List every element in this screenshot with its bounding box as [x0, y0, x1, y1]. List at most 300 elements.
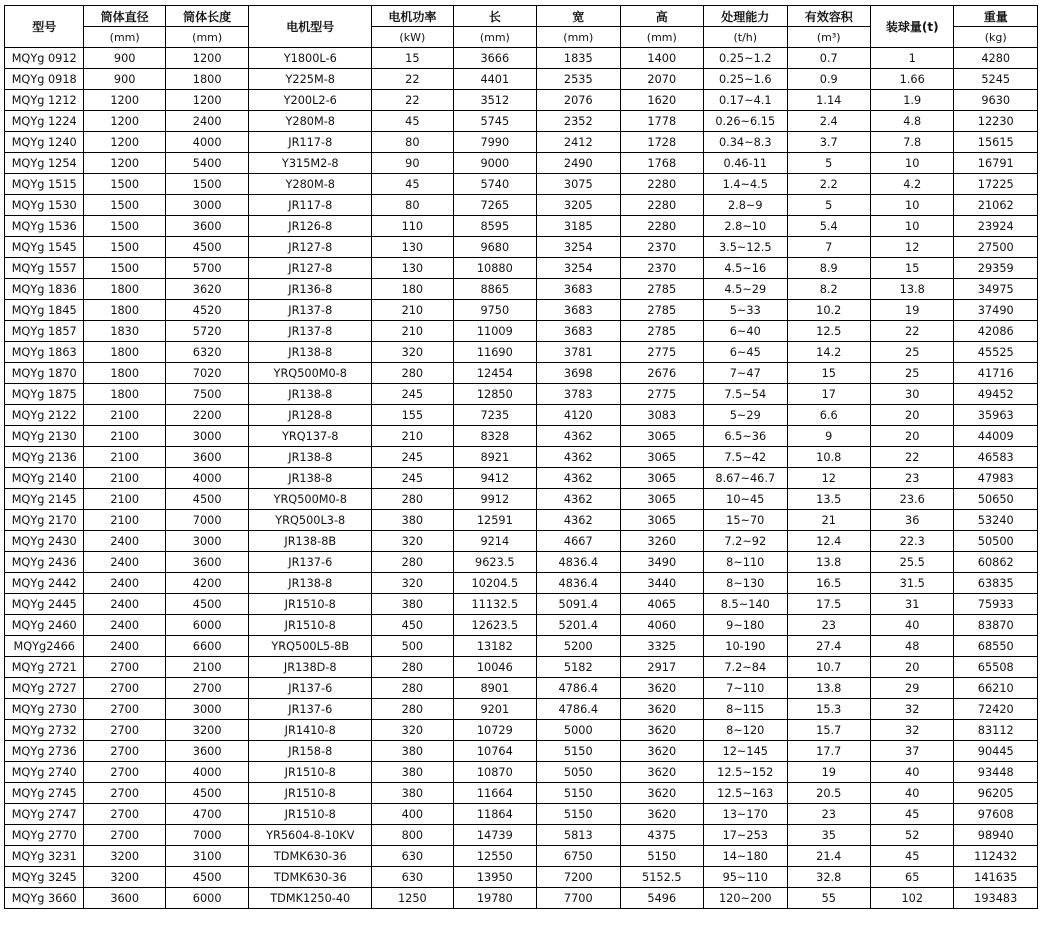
cell-w: 5000: [537, 720, 620, 741]
cell-volume: 17.7: [787, 741, 870, 762]
cell-diameter: 2400: [84, 594, 165, 615]
cell-h: 1778: [620, 111, 703, 132]
cell-model: MQYg 1254: [5, 153, 84, 174]
cell-h: 5152.5: [620, 867, 703, 888]
cell-length: 1800: [165, 69, 248, 90]
cell-h: 2070: [620, 69, 703, 90]
cell-volume: 12: [787, 468, 870, 489]
cell-volume: 0.7: [787, 48, 870, 69]
cell-weight: 93448: [954, 762, 1038, 783]
cell-capacity: 8~115: [704, 699, 787, 720]
cell-model: MQYg 1870: [5, 363, 84, 384]
cell-weight: 53240: [954, 510, 1038, 531]
cell-weight: 68550: [954, 636, 1038, 657]
cell-diameter: 2100: [84, 405, 165, 426]
cell-capacity: 95~110: [704, 867, 787, 888]
cell-length: 3000: [165, 531, 248, 552]
cell-motor: JR138-8: [249, 573, 372, 594]
cell-ball-load: 40: [871, 615, 954, 636]
cell-power: 130: [372, 258, 453, 279]
cell-weight: 37490: [954, 300, 1038, 321]
cell-ball-load: 29: [871, 678, 954, 699]
cell-diameter: 2400: [84, 636, 165, 657]
cell-power: 130: [372, 237, 453, 258]
table-row: [5, 825, 1038, 846]
cell-model: MQYg2466: [5, 636, 84, 657]
cell-diameter: 3200: [84, 867, 165, 888]
cell-w: 3075: [537, 174, 620, 195]
cell-model: MQYg 1545: [5, 237, 84, 258]
cell-weight: 41716: [954, 363, 1038, 384]
cell-motor: JR136-8: [249, 279, 372, 300]
cell-motor: JR1510-8: [249, 615, 372, 636]
cell-motor: JR137-8: [249, 321, 372, 342]
cell-power: 280: [372, 552, 453, 573]
cell-capacity: 0.25~1.6: [704, 69, 787, 90]
cell-length: 7500: [165, 384, 248, 405]
cell-capacity: 8.67~46.7: [704, 468, 787, 489]
cell-l: 9000: [453, 153, 536, 174]
cell-h: 3620: [620, 783, 703, 804]
table-row: [5, 279, 1038, 300]
cell-power: 22: [372, 90, 453, 111]
cell-model: MQYg 1224: [5, 111, 84, 132]
unit-capacity: (t/h): [704, 27, 787, 48]
cell-length: 2200: [165, 405, 248, 426]
table-row: [5, 384, 1038, 405]
header-ball-load: 装球量(t): [871, 6, 954, 48]
cell-motor: JR138D-8: [249, 657, 372, 678]
cell-power: 380: [372, 594, 453, 615]
cell-capacity: 0.46-11: [704, 153, 787, 174]
cell-power: 110: [372, 216, 453, 237]
cell-ball-load: 15: [871, 258, 954, 279]
cell-l: 7265: [453, 195, 536, 216]
cell-length: 5700: [165, 258, 248, 279]
cell-motor: JR117-8: [249, 132, 372, 153]
cell-weight: 16791: [954, 153, 1038, 174]
cell-weight: 97608: [954, 804, 1038, 825]
cell-motor: YRQ137-8: [249, 426, 372, 447]
cell-volume: 8.2: [787, 279, 870, 300]
cell-diameter: 2700: [84, 825, 165, 846]
cell-capacity: 8.5~140: [704, 594, 787, 615]
cell-h: 3065: [620, 447, 703, 468]
cell-weight: 193483: [954, 888, 1038, 909]
cell-h: 3325: [620, 636, 703, 657]
cell-w: 4786.4: [537, 699, 620, 720]
cell-l: 3666: [453, 48, 536, 69]
cell-weight: 9630: [954, 90, 1038, 111]
cell-motor: JR138-8: [249, 468, 372, 489]
cell-length: 7000: [165, 510, 248, 531]
cell-capacity: 0.17~4.1: [704, 90, 787, 111]
cell-diameter: 2100: [84, 510, 165, 531]
cell-weight: 72420: [954, 699, 1038, 720]
table-row: [5, 90, 1038, 111]
cell-l: 8921: [453, 447, 536, 468]
cell-ball-load: 25: [871, 363, 954, 384]
unit-diameter: (mm): [84, 27, 165, 48]
cell-volume: 9: [787, 426, 870, 447]
cell-volume: 17: [787, 384, 870, 405]
cell-l: 10729: [453, 720, 536, 741]
table-row: [5, 699, 1038, 720]
cell-volume: 8.9: [787, 258, 870, 279]
cell-diameter: 1500: [84, 237, 165, 258]
table-row: [5, 615, 1038, 636]
cell-model: MQYg 2745: [5, 783, 84, 804]
cell-volume: 27.4: [787, 636, 870, 657]
cell-motor: Y280M-8: [249, 174, 372, 195]
cell-l: 11132.5: [453, 594, 536, 615]
cell-volume: 5: [787, 195, 870, 216]
cell-model: MQYg 2130: [5, 426, 84, 447]
cell-h: 5496: [620, 888, 703, 909]
cell-weight: 49452: [954, 384, 1038, 405]
cell-length: 2700: [165, 678, 248, 699]
cell-weight: 75933: [954, 594, 1038, 615]
cell-weight: 112432: [954, 846, 1038, 867]
cell-weight: 90445: [954, 741, 1038, 762]
cell-weight: 21062: [954, 195, 1038, 216]
cell-motor: JR1510-8: [249, 804, 372, 825]
cell-motor: JR138-8: [249, 342, 372, 363]
cell-h: 2775: [620, 342, 703, 363]
cell-model: MQYg 1557: [5, 258, 84, 279]
cell-diameter: 900: [84, 48, 165, 69]
cell-diameter: 1800: [84, 300, 165, 321]
cell-length: 6600: [165, 636, 248, 657]
cell-l: 3512: [453, 90, 536, 111]
cell-volume: 19: [787, 762, 870, 783]
cell-ball-load: 40: [871, 762, 954, 783]
cell-l: 9214: [453, 531, 536, 552]
cell-l: 10764: [453, 741, 536, 762]
cell-diameter: 1200: [84, 132, 165, 153]
cell-w: 2490: [537, 153, 620, 174]
cell-length: 4000: [165, 468, 248, 489]
cell-diameter: 2400: [84, 531, 165, 552]
table-row: [5, 321, 1038, 342]
cell-h: 4060: [620, 615, 703, 636]
cell-power: 630: [372, 846, 453, 867]
unit-w: (mm): [537, 27, 620, 48]
cell-length: 4520: [165, 300, 248, 321]
cell-power: 22: [372, 69, 453, 90]
cell-power: 210: [372, 426, 453, 447]
cell-w: 4362: [537, 447, 620, 468]
cell-model: MQYg 2740: [5, 762, 84, 783]
cell-capacity: 120~200: [704, 888, 787, 909]
cell-capacity: 12.5~152: [704, 762, 787, 783]
table-row: [5, 636, 1038, 657]
cell-volume: 23: [787, 615, 870, 636]
cell-diameter: 3200: [84, 846, 165, 867]
cell-w: 5150: [537, 804, 620, 825]
cell-model: MQYg 2140: [5, 468, 84, 489]
cell-w: 5200: [537, 636, 620, 657]
cell-ball-load: 102: [871, 888, 954, 909]
table-row: [5, 867, 1038, 888]
cell-diameter: 2700: [84, 783, 165, 804]
cell-capacity: 17~253: [704, 825, 787, 846]
cell-capacity: 7~47: [704, 363, 787, 384]
cell-h: 3083: [620, 405, 703, 426]
cell-weight: 60862: [954, 552, 1038, 573]
table-row: [5, 489, 1038, 510]
cell-h: 4375: [620, 825, 703, 846]
cell-capacity: 2.8~9: [704, 195, 787, 216]
cell-volume: 21.4: [787, 846, 870, 867]
cell-motor: TDMK1250-40: [249, 888, 372, 909]
cell-motor: JR127-8: [249, 237, 372, 258]
cell-h: 2785: [620, 300, 703, 321]
cell-capacity: 6~40: [704, 321, 787, 342]
unit-h: (mm): [620, 27, 703, 48]
cell-volume: 35: [787, 825, 870, 846]
table-row: [5, 174, 1038, 195]
cell-diameter: 1800: [84, 279, 165, 300]
cell-ball-load: 10: [871, 153, 954, 174]
cell-length: 3600: [165, 741, 248, 762]
table-row: [5, 237, 1038, 258]
cell-power: 800: [372, 825, 453, 846]
cell-l: 12454: [453, 363, 536, 384]
cell-power: 380: [372, 783, 453, 804]
cell-diameter: 2400: [84, 615, 165, 636]
table-row: [5, 552, 1038, 573]
cell-volume: 2.2: [787, 174, 870, 195]
cell-diameter: 1800: [84, 342, 165, 363]
cell-power: 90: [372, 153, 453, 174]
cell-w: 3781: [537, 342, 620, 363]
cell-capacity: 6.5~36: [704, 426, 787, 447]
cell-ball-load: 20: [871, 405, 954, 426]
cell-length: 3600: [165, 447, 248, 468]
table-row: [5, 132, 1038, 153]
cell-w: 4362: [537, 510, 620, 531]
table-row: [5, 153, 1038, 174]
table-row: [5, 48, 1038, 69]
cell-w: 3254: [537, 237, 620, 258]
cell-weight: 46583: [954, 447, 1038, 468]
cell-l: 9912: [453, 489, 536, 510]
cell-diameter: 2700: [84, 741, 165, 762]
cell-h: 3065: [620, 510, 703, 531]
cell-w: 4786.4: [537, 678, 620, 699]
cell-length: 5720: [165, 321, 248, 342]
cell-volume: 32.8: [787, 867, 870, 888]
cell-motor: Y225M-8: [249, 69, 372, 90]
table-row: [5, 573, 1038, 594]
cell-capacity: 15~70: [704, 510, 787, 531]
cell-w: 3185: [537, 216, 620, 237]
cell-motor: TDMK630-36: [249, 867, 372, 888]
cell-length: 3200: [165, 720, 248, 741]
cell-model: MQYg 3660: [5, 888, 84, 909]
cell-power: 280: [372, 678, 453, 699]
cell-length: 2400: [165, 111, 248, 132]
unit-weight: (kg): [954, 27, 1038, 48]
cell-diameter: 2100: [84, 489, 165, 510]
cell-power: 45: [372, 111, 453, 132]
cell-length: 7000: [165, 825, 248, 846]
cell-capacity: 13~170: [704, 804, 787, 825]
table-row: [5, 888, 1038, 909]
cell-length: 4000: [165, 762, 248, 783]
cell-ball-load: 20: [871, 426, 954, 447]
header-volume: 有效容积: [787, 6, 870, 27]
cell-ball-load: 32: [871, 720, 954, 741]
cell-w: 1835: [537, 48, 620, 69]
cell-power: 1250: [372, 888, 453, 909]
cell-l: 10870: [453, 762, 536, 783]
cell-capacity: 5~33: [704, 300, 787, 321]
cell-l: 7235: [453, 405, 536, 426]
cell-motor: JR137-6: [249, 552, 372, 573]
cell-l: 8328: [453, 426, 536, 447]
cell-model: MQYg 0912: [5, 48, 84, 69]
cell-power: 450: [372, 615, 453, 636]
table-row: [5, 783, 1038, 804]
cell-w: 5150: [537, 783, 620, 804]
cell-volume: 13.5: [787, 489, 870, 510]
header-power: 电机功率: [372, 6, 453, 27]
table-row: [5, 762, 1038, 783]
cell-model: MQYg 1515: [5, 174, 84, 195]
cell-ball-load: 48: [871, 636, 954, 657]
cell-motor: Y315M2-8: [249, 153, 372, 174]
cell-power: 80: [372, 195, 453, 216]
header-diameter: 筒体直径: [84, 6, 165, 27]
cell-weight: 96205: [954, 783, 1038, 804]
cell-power: 320: [372, 720, 453, 741]
cell-diameter: 1500: [84, 174, 165, 195]
cell-length: 7020: [165, 363, 248, 384]
cell-diameter: 1800: [84, 363, 165, 384]
cell-model: MQYg 3245: [5, 867, 84, 888]
cell-diameter: 2700: [84, 699, 165, 720]
cell-capacity: 8~110: [704, 552, 787, 573]
cell-model: MQYg 2145: [5, 489, 84, 510]
cell-model: MQYg 2730: [5, 699, 84, 720]
cell-ball-load: 13.8: [871, 279, 954, 300]
cell-weight: 12230: [954, 111, 1038, 132]
cell-motor: YRQ500M0-8: [249, 489, 372, 510]
cell-power: 155: [372, 405, 453, 426]
cell-w: 5182: [537, 657, 620, 678]
cell-w: 4362: [537, 468, 620, 489]
cell-ball-load: 20: [871, 657, 954, 678]
cell-power: 380: [372, 510, 453, 531]
cell-power: 280: [372, 489, 453, 510]
cell-w: 2412: [537, 132, 620, 153]
cell-h: 2785: [620, 321, 703, 342]
cell-model: MQYg 2460: [5, 615, 84, 636]
cell-ball-load: 12: [871, 237, 954, 258]
cell-capacity: 10-190: [704, 636, 787, 657]
cell-model: MQYg 1875: [5, 384, 84, 405]
cell-power: 280: [372, 699, 453, 720]
cell-h: 2280: [620, 174, 703, 195]
cell-model: MQYg 2770: [5, 825, 84, 846]
cell-power: 15: [372, 48, 453, 69]
cell-l: 5745: [453, 111, 536, 132]
cell-length: 3000: [165, 426, 248, 447]
cell-capacity: 4.5~29: [704, 279, 787, 300]
header-weight: 重量: [954, 6, 1038, 27]
cell-length: 4500: [165, 594, 248, 615]
table-row: [5, 426, 1038, 447]
cell-power: 320: [372, 342, 453, 363]
cell-model: MQYg 2436: [5, 552, 84, 573]
cell-l: 12623.5: [453, 615, 536, 636]
cell-motor: JR138-8B: [249, 531, 372, 552]
cell-w: 3683: [537, 279, 620, 300]
unit-power: (kW): [372, 27, 453, 48]
cell-h: 3620: [620, 804, 703, 825]
cell-capacity: 7.2~92: [704, 531, 787, 552]
header-w: 宽: [537, 6, 620, 27]
cell-diameter: 2400: [84, 552, 165, 573]
cell-l: 5740: [453, 174, 536, 195]
cell-model: MQYg 1212: [5, 90, 84, 111]
cell-diameter: 2700: [84, 657, 165, 678]
cell-ball-load: 32: [871, 699, 954, 720]
cell-w: 3683: [537, 300, 620, 321]
cell-h: 3620: [620, 678, 703, 699]
cell-model: MQYg 1836: [5, 279, 84, 300]
table-row: [5, 741, 1038, 762]
cell-length: 4500: [165, 783, 248, 804]
cell-capacity: 7.5~42: [704, 447, 787, 468]
cell-volume: 13.8: [787, 678, 870, 699]
header-h: 高: [620, 6, 703, 27]
cell-model: MQYg 2442: [5, 573, 84, 594]
cell-volume: 16.5: [787, 573, 870, 594]
cell-model: MQYg 1863: [5, 342, 84, 363]
cell-length: 1500: [165, 174, 248, 195]
cell-ball-load: 31: [871, 594, 954, 615]
cell-volume: 6.6: [787, 405, 870, 426]
cell-power: 245: [372, 468, 453, 489]
cell-diameter: 2400: [84, 573, 165, 594]
cell-ball-load: 30: [871, 384, 954, 405]
cell-diameter: 2100: [84, 447, 165, 468]
cell-power: 320: [372, 573, 453, 594]
cell-length: 4500: [165, 867, 248, 888]
table-row: [5, 804, 1038, 825]
cell-l: 9750: [453, 300, 536, 321]
cell-model: MQYg 2136: [5, 447, 84, 468]
cell-power: 210: [372, 300, 453, 321]
cell-weight: 66210: [954, 678, 1038, 699]
cell-power: 500: [372, 636, 453, 657]
cell-capacity: 8~130: [704, 573, 787, 594]
cell-diameter: 2700: [84, 762, 165, 783]
cell-capacity: 6~45: [704, 342, 787, 363]
cell-capacity: 2.8~10: [704, 216, 787, 237]
cell-w: 5813: [537, 825, 620, 846]
cell-motor: YRQ500L5-8B: [249, 636, 372, 657]
cell-motor: JR138-8: [249, 447, 372, 468]
cell-capacity: 1.4~4.5: [704, 174, 787, 195]
cell-power: 280: [372, 657, 453, 678]
cell-ball-load: 23.6: [871, 489, 954, 510]
cell-volume: 3.7: [787, 132, 870, 153]
cell-model: MQYg 2721: [5, 657, 84, 678]
